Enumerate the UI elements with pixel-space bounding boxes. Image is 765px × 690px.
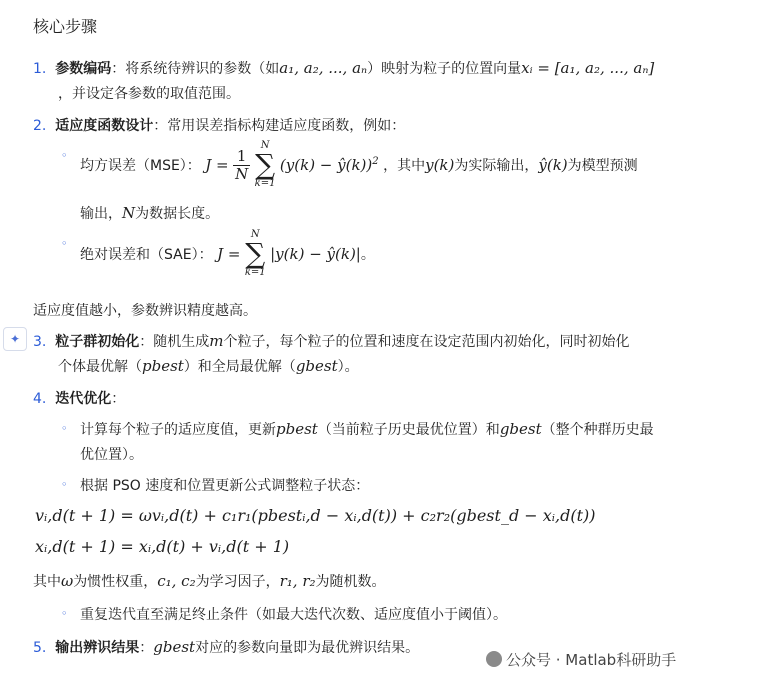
step-number: 2. [33,118,47,134]
math: (y(k) − ŷ(k))$^2$ [279,156,379,174]
text: 。 [360,247,375,263]
bullet-icon: ◦ [61,149,68,162]
math: y(k) [425,156,455,174]
math: ω [61,572,74,590]
math: m [209,332,224,350]
step-3 [33,331,630,351]
text: 为实际输出， [454,158,539,174]
step-text: ）映射为粒子的位置向量 [367,61,522,77]
text: ）和全局最优解（ [183,359,296,375]
page-heading: 核心步骤 [33,17,98,36]
math: gbest [499,420,542,438]
text: 为惯性权重， [73,574,158,590]
math: gbest [295,357,338,375]
step-1 [33,58,654,78]
text: 为数据长度。 [135,206,220,222]
text: 为学习因子， [195,574,280,590]
params-note [33,571,386,591]
math: J = [217,245,241,263]
sparkle-icon[interactable]: ✦ [3,327,27,351]
sae-label: 绝对误差和（SAE）： [80,247,213,263]
step-text: ：常用误差指标构建适应度函数，例如： [153,118,406,134]
step-1-line2: ，并设定各参数的取值范围。 [58,86,240,102]
math: pbest [142,357,184,375]
fitness-note: 适应度值越小，参数辨识精度越高。 [33,303,257,319]
sum-symbol: N ∑ k=1 [254,140,276,189]
text: 个体最优解（ [58,359,142,375]
step-number: 1. [33,61,47,77]
text: ，其中 [383,158,426,174]
text: ： [139,640,154,656]
bullet-icon: ◦ [61,422,68,435]
bullet-icon: ◦ [61,478,68,491]
position-equation: xᵢ,d(t + 1) = xᵢ,d(t) + vᵢ,d(t + 1) [35,537,290,556]
text: （当前粒子历史最优位置）和 [317,422,500,438]
mse-label: 均方误差（MSE）： [80,158,201,174]
step-title: 粒子群初始化 [55,334,140,350]
math: J = [205,156,229,174]
bullet-3: 重复迭代直至满足终止条件（如最大迭代次数、适应度值小于阈值）。 [80,607,507,623]
watermark [486,649,676,670]
step-text: ：将系统待辨识的参数（如 [111,61,280,77]
math: ŷ(k) [538,156,568,174]
step-number: 4. [33,391,47,407]
text: ）。 [337,359,359,375]
text: 其中 [33,574,61,590]
step-title: 适应度函数设计 [55,118,154,134]
math: c₁, c₂ [157,572,196,590]
bullet-1-line2: 优位置）。 [80,447,143,463]
step-title: 参数编码 [55,61,112,77]
watermark-text: 公众号 · Matlab科研助手 [506,651,677,669]
step-number: 3. [33,334,47,350]
velocity-equation: vᵢ,d(t + 1) = ωvᵢ,d(t) + c₁r₁(pbestᵢ,d − xᵢ,d(t)) + c₂r₂(gbest_d − xᵢ,d(t)) [35,506,596,525]
sae-line [80,230,375,286]
math: r₁, r₂ [279,572,316,590]
text: 计算每个粒子的适应度值，更新 [80,422,276,438]
step-2 [33,115,405,135]
text: 输出， [80,206,122,222]
math: pbest [276,420,318,438]
mse-line [80,141,638,195]
step-title: 迭代优化 [55,391,112,407]
sum-symbol: N ∑ k=1 [244,229,266,278]
bullet-2: 根据 PSO 速度和位置更新公式调整粒子状态： [80,478,370,494]
math: |y(k) − ŷ(k)| [270,245,361,263]
bullet-icon: ◦ [61,237,68,250]
text: ： [111,391,126,407]
math: xᵢ = [a₁, a₂, ..., aₙ] [521,59,655,77]
text: 为随机数。 [315,574,386,590]
step-4 [33,388,125,408]
text: ：随机生成 [139,334,210,350]
step-number: 5. [33,640,47,656]
step-title: 输出辨识结果 [55,640,140,656]
text: 为模型预测 [567,158,638,174]
step-3-line2 [58,356,359,376]
text: 个粒子，每个粒子的位置和速度在设定范围内初始化，同时初始化 [223,334,630,350]
text: 对应的参数向量即为最优辨识结果。 [195,640,420,656]
bullet-icon: ◦ [61,607,68,620]
text: （整个种群历史最 [541,422,654,438]
bullet-1 [80,419,654,439]
fraction: $\frac{1}{N}$ [235,147,249,183]
step-5 [33,637,419,657]
math: a₁, a₂, ..., aₙ [279,59,368,77]
math: N [122,204,136,222]
wechat-icon [486,651,502,667]
mse-line2 [80,203,219,223]
math: gbest [153,638,196,656]
